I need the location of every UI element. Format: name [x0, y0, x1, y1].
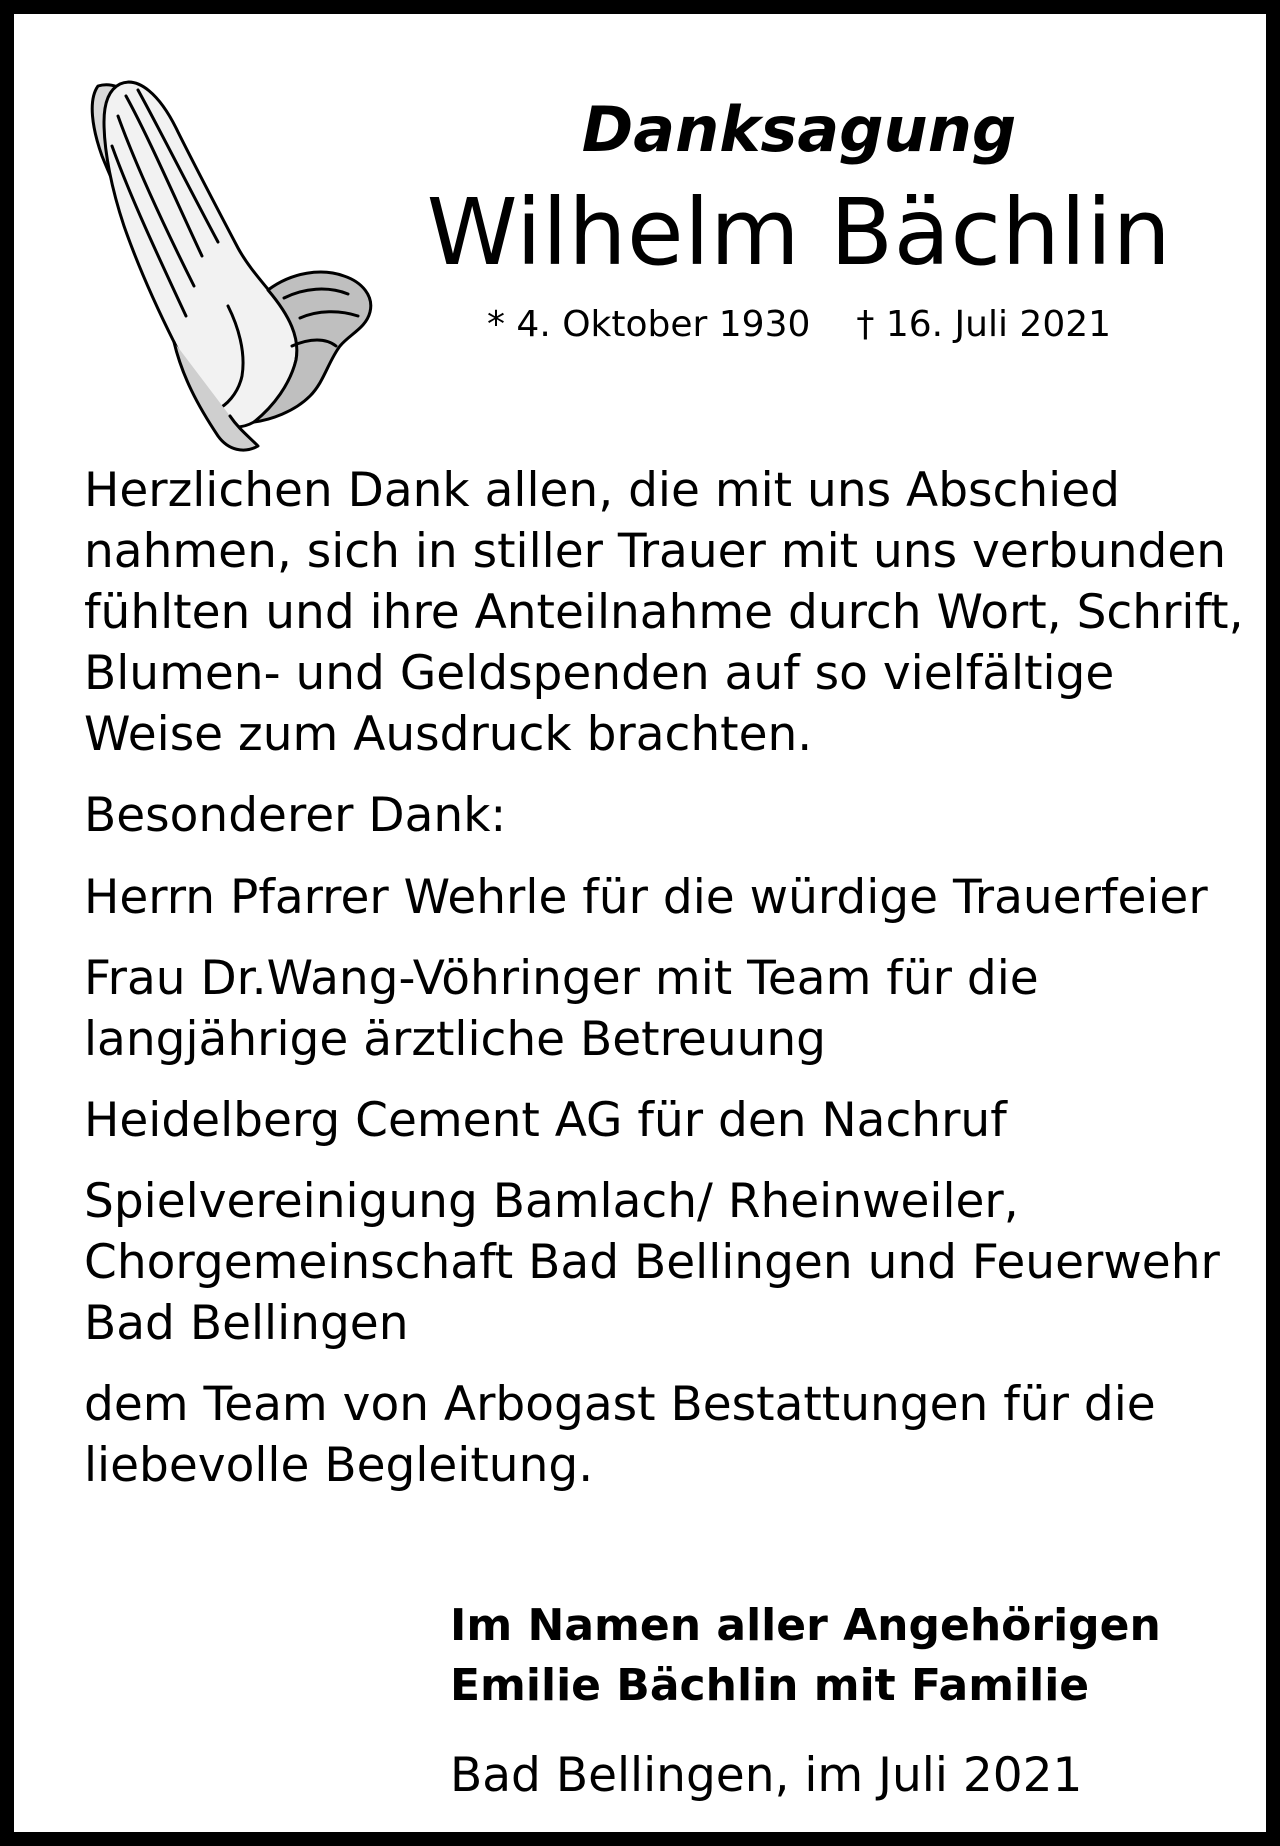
death-date: † 16. Juli 2021 [856, 303, 1112, 345]
deceased-name: Wilhelm Bächlin [426, 179, 1172, 287]
notice-header [414, 93, 1184, 345]
life-dates [414, 304, 1184, 345]
notice-heading: Danksagung [581, 93, 1017, 166]
signoff-line-2: Emilie Bächlin mit Familie [450, 1659, 1090, 1711]
thanks-item: Herrn Pfarrer Wehrle für die würdige Trauerfeier [84, 869, 1208, 925]
special-thanks-label: Besonderer Dank: [84, 788, 507, 844]
thanks-item: Spielvereinigung Bamlach/ Rheinweiler, Chorgemeinschaft Bad Bellingen und Feuerwehr Bad Bellingen [84, 1173, 1220, 1352]
thanks-item: dem Team von Arbogast Bestattungen für die liebevolle Begleitung. [84, 1377, 1156, 1494]
notice-body [84, 460, 1254, 1516]
thanks-item: Heidelberg Cement AG für den Nachruf [84, 1092, 1007, 1148]
intro-paragraph: Herzlichen Dank allen, die mit uns Abschied nahmen, sich in stiller Trauer mit uns verbunden fühlten und ihre Anteilnahme durch Wort, Schrift, Blumen- und Geldspenden auf so vielfältige Weise zum Ausdruck brachten. [84, 463, 1244, 763]
signoff [450, 1596, 1250, 1808]
birth-date: * 4. Oktober 1930 [486, 303, 811, 345]
praying-hands-icon [78, 76, 378, 456]
place-and-date: Bad Bellingen, im Juli 2021 [450, 1747, 1083, 1803]
thanks-item: Frau Dr.Wang-Vöhringer mit Team für die langjährige ärztliche Betreuung [84, 950, 1039, 1067]
signoff-line-1: Im Namen aller Angehörigen [450, 1600, 1161, 1651]
